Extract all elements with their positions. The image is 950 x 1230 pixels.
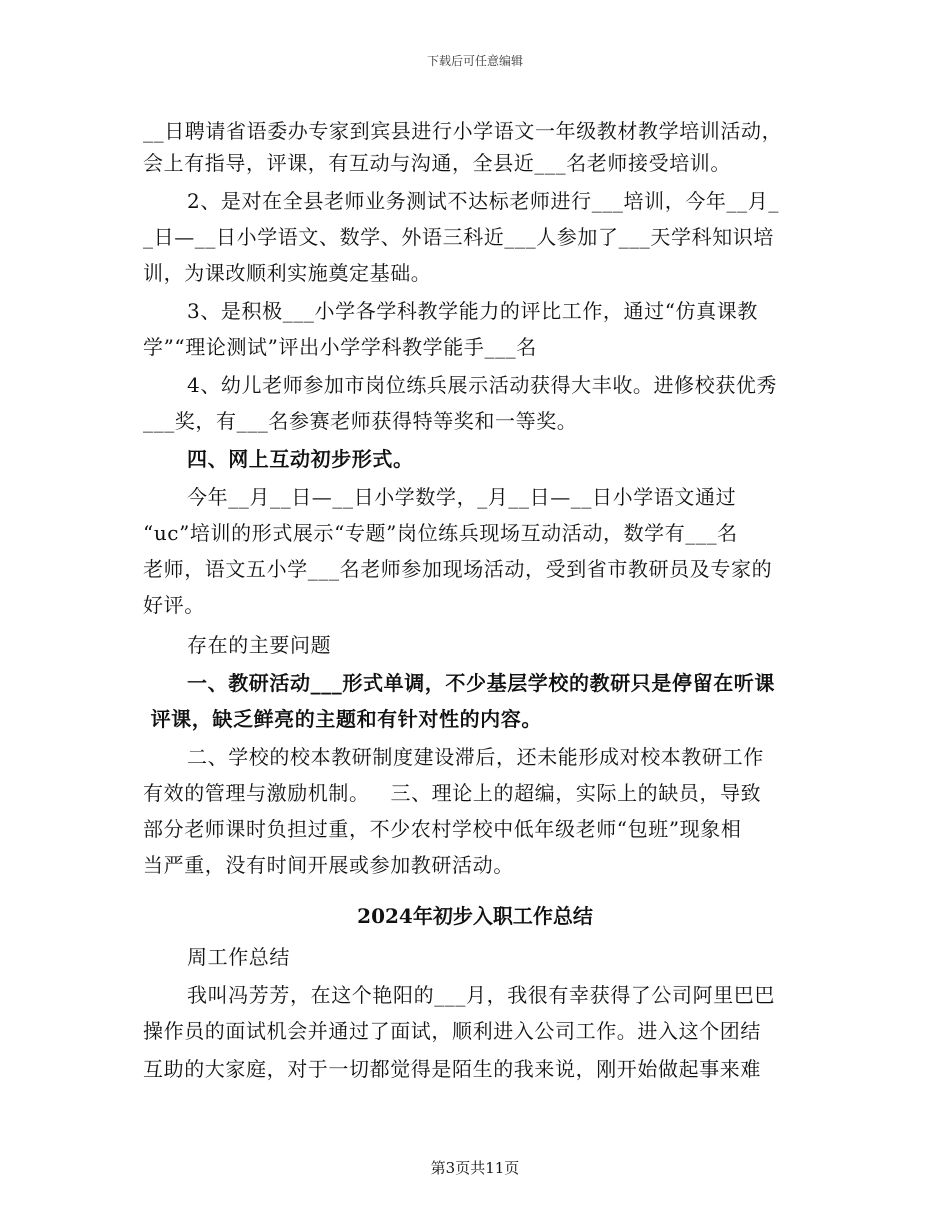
text-line: 会上有指导，评课，有互动与沟通，全县近___名老师接受培训。 (143, 151, 731, 175)
text-line: 操作员的面试机会并通过了面试，顺利进入公司工作。进入这个团结 (143, 1019, 761, 1043)
text-line: 今年__月__日—__日小学数学，_月__日—__日小学语文通过 (187, 485, 737, 509)
text-line: 2、是对在全县老师业务测试不达标老师进行___培训，今年__月_ (187, 189, 779, 213)
text-line: 互助的大家庭，对于一切都觉得是陌生的我来说，刚开始做起事来难 (143, 1057, 761, 1081)
text-line: “uc”培训的形式展示“专题”岗位练兵现场互动活动，数学有___名 (143, 521, 738, 545)
text-line: 部分老师课时负担过重，不少农村学校中低年级老师“包班”现象相 (143, 817, 742, 841)
text-line: 四、网上互动初步形式。 (187, 447, 414, 471)
text-line: 我叫冯芳芳，在这个艳阳的___月，我很有幸获得了公司阿里巴巴 (187, 983, 775, 1007)
text-line: 存在的主要问题 (187, 633, 332, 657)
section-title: 2024年初步入职工作总结 (357, 904, 593, 928)
text-line: 4、幼儿老师参加市岗位练兵展示活动获得大丰收。进修校获优秀 (187, 373, 778, 397)
text-line: 周工作总结 (187, 945, 290, 969)
page-header: 下载后可任意编辑 (426, 54, 523, 68)
text-line: 老师，语文五小学___名老师参加现场活动，受到省市教研员及专家的 (143, 557, 773, 581)
text-line: 3、是积极___小学各学科教学能力的评比工作，通过“仿真课教 (187, 299, 758, 323)
text-line: 训，为课改顺利实施奠定基础。 (143, 261, 432, 285)
text-line: __日聘请省语委办专家到宾县进行小学语文一年级教材教学培训活动， (143, 119, 783, 143)
text-line: 二、学校的校本教研制度建设滞后，还未能形成对校本教研工作 (187, 745, 764, 769)
text-line: 当严重，没有时间开展或参加教研活动。 (143, 853, 514, 877)
text-line: 学”“理论测试”评出小学学科教学能手___名 (143, 335, 537, 359)
text-line: 好评。 (143, 593, 205, 617)
text-line: _日—__日小学语文、数学、外语三科近___人参加了___天学科知识培 (143, 225, 774, 249)
text-line: 有效的管理与激励机制。 三、理论上的超编，实际上的缺员，导致 (143, 781, 762, 805)
text-line: 一、教研活动___形式单调，不少基层学校的教研只是停留在听课 (187, 671, 775, 695)
text-line: ___奖，有___名参赛老师获得特等奖和一等奖。 (143, 409, 578, 433)
text-line: 评课，缺乏鲜亮的主题和有针对性的内容。 (143, 707, 542, 731)
page-footer: 第3页共11页 (430, 1159, 520, 1177)
